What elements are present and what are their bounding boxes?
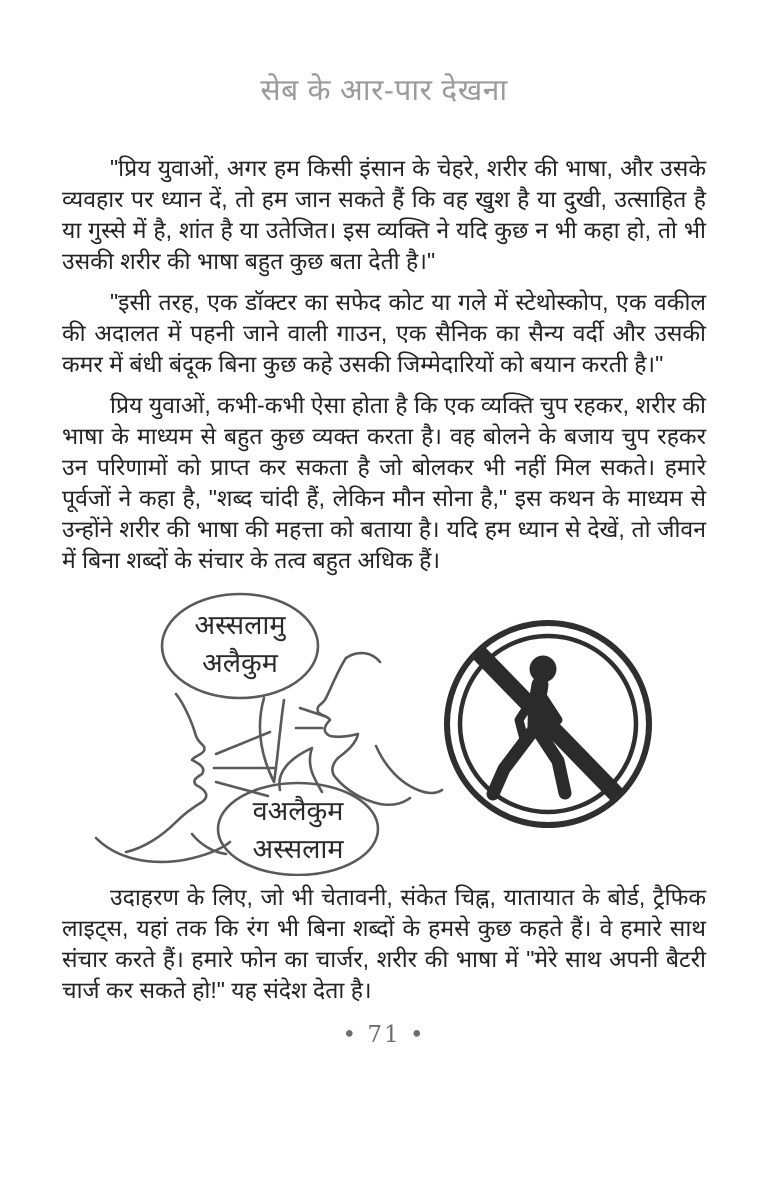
no-pedestrians-sign (447, 623, 649, 825)
greeting-text-1-line1: अस्सलामु (194, 610, 286, 640)
paragraph-3: प्रिय युवाओं, कभी-कभी ऐसा होता है कि एक व्यक्ति चुप रहकर, शरीर की भाषा के माध्यम से बहुत कुछ व्यक्त करता है। वह बोलने के बजाय चुप रहकर उन परिणामों को प्राप्त कर सकता है जो बोलकर भी नहीं मिल सकते। हमारे पूर्वजों ने कहा है, "शब्द चांदी हैं, लेकिन मौन सोना है," इस कथन के माध्यम से उन्होंने शरीर की भाषा की महत्ता को बताया है। यदि हम ध्यान से देखें, तो जीवन में बिना शब्दों के संचार के तत्व बहुत अधिक हैं। (62, 392, 706, 573)
illustration-greeting-faces-and-sign (88, 586, 688, 876)
right-speech-lines (296, 708, 324, 728)
speech-bubble-1 (162, 594, 318, 782)
page-number: • 71 • (342, 1022, 426, 1048)
paragraph-1: "प्रिय युवाओं, अगर हम किसी इंसान के चेहरे, शरीर की भाषा, और उसके व्यवहार पर ध्यान दें, तो हम जान सकते हैं कि वह खुश है या दुखी, उत्साहित है या गुस्से में है, शांत है या उतेजित। इस व्यक्ति ने यदि कुछ न भी कहा हो, तो भी उसकी शरीर की भाषा बहुत कुछ बता देती है।" (62, 155, 706, 274)
left-face-profile (96, 694, 230, 862)
right-face-profile (318, 653, 442, 805)
greeting-text-2-line1: वअलैकुम (252, 796, 344, 826)
greeting-text-2-line2: अस्सलाम (252, 834, 344, 864)
page-title: सेब के आर-पार देखना (260, 74, 508, 107)
greeting-text-1-line2: अलैकुम (202, 648, 278, 678)
paragraph-4: उदाहरण के लिए, जो भी चेतावनी, संकेत चिह्न, यातायात के बोर्ड, ट्रैफिक लाइट्स, यहां तक कि रंग भी बिना शब्दों के हमसे कुछ कहते हैं। वे हमारे साथ संचार करते हैं। हमारे फोन का चार्जर, शरीर की भाषा में "मेरे साथ अपनी बैटरी चार्ज कर सकते हो!" यह संदेश देता है। (62, 884, 706, 1003)
paragraph-2: "इसी तरह, एक डॉक्टर का सफेद कोट या गले में स्टेथोस्कोप, एक वकील की अदालत में पहनी जाने वाली गाउन, एक सैनिक का सैन्य वर्दी और उसकी कमर में बंधी बंदूक बिना कुछ कहे उसकी जिम्मेदारियों को बयान करती है।" (62, 289, 706, 377)
